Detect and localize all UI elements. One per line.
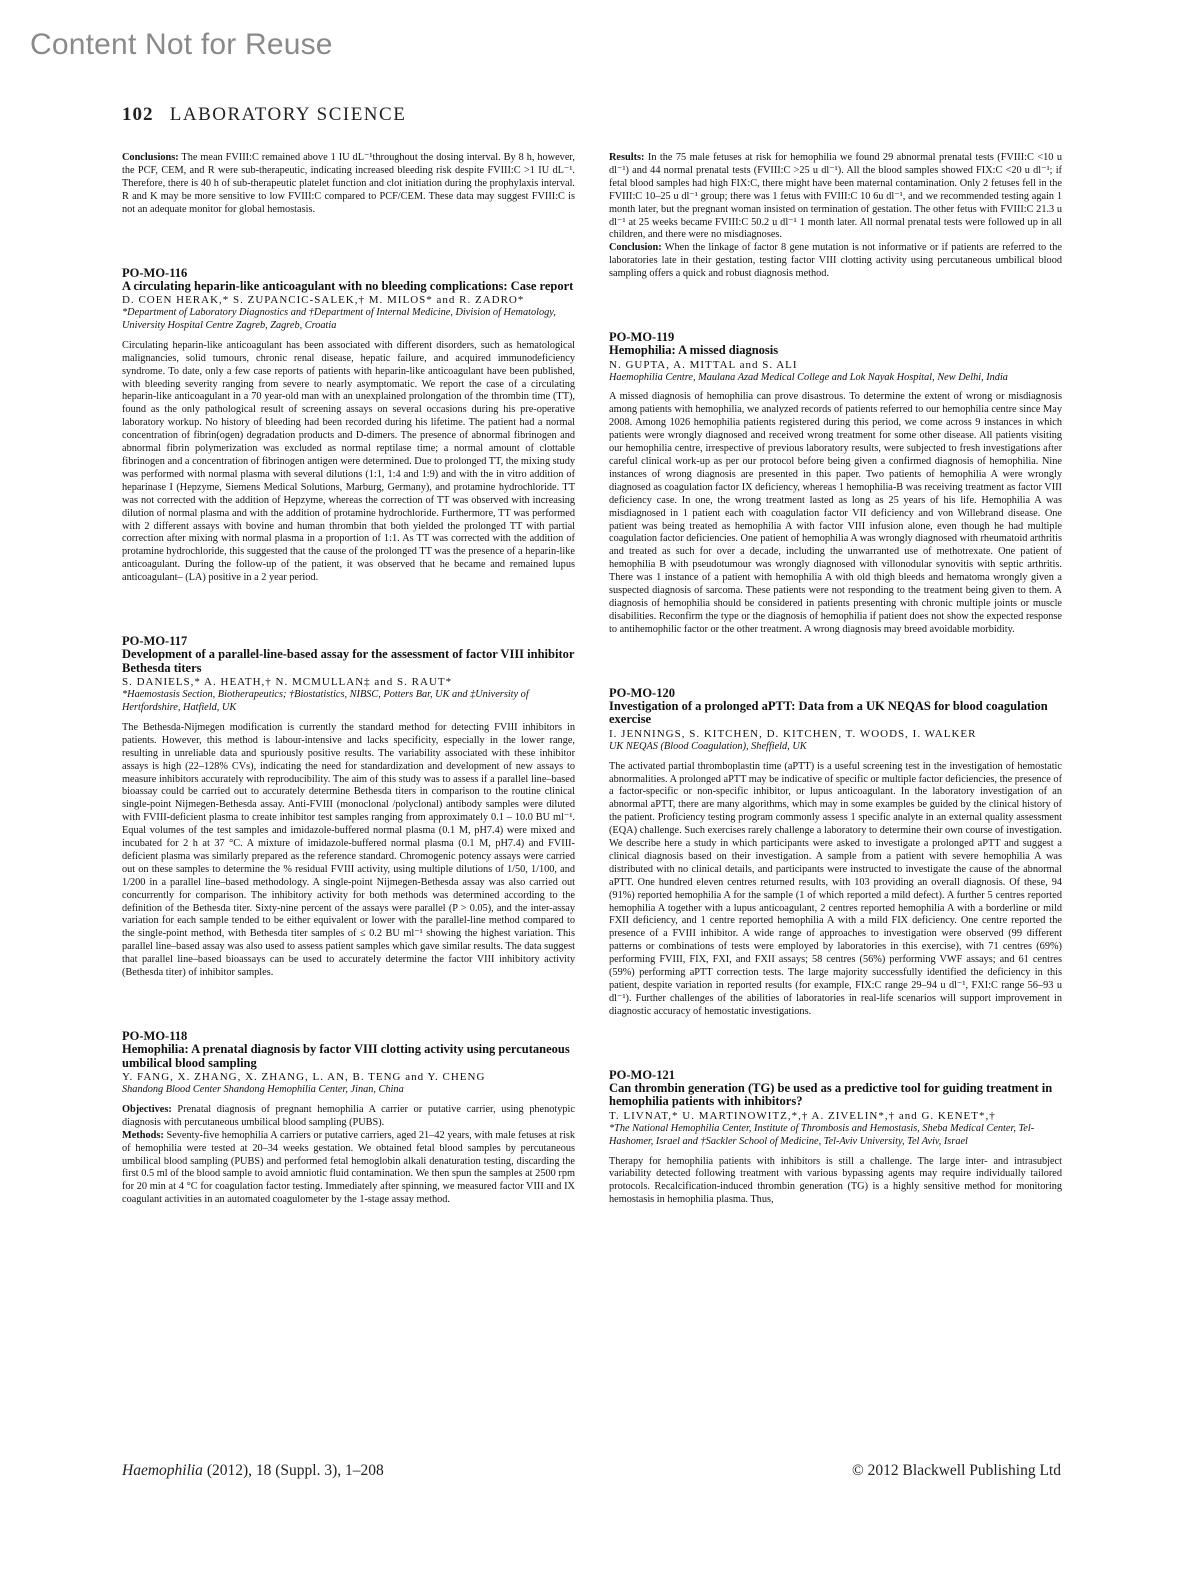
abstract-po-mo-117 (122, 634, 575, 980)
abstract-title: Can thrombin generation (TG) be used as a predictive tool for guiding treatment in hemophilia patients with inhibitors? (609, 1080, 1053, 1109)
journal-name: Haemophilia (122, 1462, 203, 1479)
abstract-paragraph (122, 152, 575, 217)
abstract-authors: I. JENNINGS, S. KITCHEN, D. KITCHEN, T. WOODS, I. WALKER (609, 727, 977, 740)
abstract-affiliation: Haemophilia Centre, Maulana Azad Medical College and Lok Nayak Hospital, New Delhi, India (609, 371, 1008, 383)
page-number: 102 (122, 104, 154, 125)
abstract-body: The Bethesda-Nijmegen modification is currently the standard method for detecting FVIII inhibitors in patients. However, this method is labour-intensive and lacks specificity, especially in the lower range, resulting in unreliable data and spuriously positive results. The variability associated with these inhibitor assays is high (22–128% CVs), indicating the need for standardization and development of new assays to measure inhibitors accurately with reproducibility. The aim of this study was to assess if a parallel line–based bioassay could be carried out to accurately determine Bethesda titers in comparison to the routine clinical single-point Nijmegen-Bethesda assay. Anti-FVIII (monoclonal /polyclonal) antibody samples were diluted with FVIII-deficient plasma to create inhibitor test samples ranging from approximately 0.1 – 10.0 BU ml⁻¹. Equal volumes of the test samples and imidazole-buffered normal plasma (0.1 M, pH7.4) were mixed and incubated for 2 h at 37 °C. A mixture of imidazole-buffered normal plasma (0.1 M, pH7.4) and FVIII-deficient plasma was similarly prepared as the reference standard. Chromogenic potency assays were carried out on these samples to determine the % residual FVIII activity, using multiple dilutions of 1/50, 1/100, and 1/200 in a parallel line–based methodology. A single-point Nijmegen-Bethesda assay was also carried out concurrently for comparison. The inhibitory activity for both methods was determined according to the definition of the Bethesda titer. Sixty-nine percent of the assays were parallel (P > 0.05), and the inter-assay variation for each sample tended to be either equivalent or lower with the parallel-line method compared to the single-point method, with Bethesda titer samples of ≤ 0.2 BU ml⁻¹ showing the highest variation. This parallel line–based assay was also used to assess patient samples which gave similar results. The data suggest that parallel line–based bioassays can be used to accurately determine the factor VIII inhibitory activity (Bethesda titer) of inhibitor samples. (122, 721, 575, 979)
conclusion-text: When the linkage of factor 8 gene mutation is not informative or if patients are referred to the laboratories late in their gestation, testing factor VIII clotting activity using percutaneous umbilical blood sampling offers a quick and robust diagnosis method. (609, 242, 1062, 280)
abstract-authors: Y. FANG, X. ZHANG, X. ZHANG, L. AN, B. TENG and Y. CHENG (122, 1071, 486, 1083)
abstract-po-mo-118-continued (609, 152, 1062, 281)
abstract-authors: T. LIVNAT,* U. MARTINOWITZ,*,† A. ZIVELIN*,† and G. KENET*,† (609, 1109, 996, 1122)
results-text: In the 75 male fetuses at risk for hemophilia we found 29 abnormal prenatal tests (FVIII:C <10 u dl⁻¹) and 44 normal prenatal tests (FVIII:C >25 u dl⁻¹). All the blood samples showed FIX:C <20 u dl⁻¹; if fetal blood samples had high FIX:C, there might have been maternal contamination. Only 2 fetuses fell in the FVIII:C 10–25 u dl⁻¹ group; there was 1 fetus with FVIII:C 10 6u dl⁻¹, and we recommended testing again 1 month later, but the pregnant woman insisted on termination of gestation. The other fetus with FVIII:C 21.3 u dl⁻¹ at 25 weeks became FVIII:C 50.2 u dl⁻¹ 1 month later. All normal prenatal tests were followed up in all children, and there were no misdiagnoses. (609, 152, 1062, 241)
conclusions-text: The mean FVIII:C remained above 1 IU dL⁻¹throughout the dosing interval. By 8 h, however, the PCF, CEM, and R were sub-therapeutic, indicating increased bleeding risk despite FVIII:C >1 IU dL⁻¹. Therefore, there is 40 h of sub-therapeutic platelet function and clot initiation during the prophylaxis interval. R and K may be more sensitive to low FVIII:C compared to PCF/CEM. These data may suggest FVIII:C is not an adequate monitor for global hemostasis. (122, 152, 575, 215)
methods-text: Seventy-five hemophilia A carriers or putative carriers, aged 21–42 years, with male fetuses at risk of hemophilia were tested at 20–34 weeks gestation. We obtained fetal blood samples by percutaneous umbilical blood sampling (PUBS) and performed fetal hemoglobin alkali denaturation testing, discarding the first 0.5 ml of the blood sample to avoid amniotic fluid contamination. We then spun the samples at 2500 rpm for 20 min at 4 °C for coagulation factor testing. Immediately after spinning, we measured factor VIII and IX coagulant activities in an automated coagulometer by the 1-stage assay method. (122, 1129, 575, 1206)
conclusions-label: Conclusions: (122, 152, 179, 163)
abstract-po-mo-119 (609, 330, 1062, 637)
abstract-affiliation: *Department of Laboratory Diagnostics and †Department of Internal Medicine, Division of Hematology, University Hospital Centre Zagreb, Zagreb, Croatia (122, 307, 556, 331)
abstract-po-mo-121 (609, 1068, 1062, 1207)
abstract-title: Hemophilia: A prenatal diagnosis by factor VIII clotting activity using percutaneous umbilical blood sampling (122, 1042, 570, 1070)
methods-label: Methods: (122, 1129, 164, 1141)
abstract-id: PO-MO-116 (122, 265, 188, 280)
abstract-results (609, 152, 1062, 242)
right-column (609, 152, 1062, 1207)
watermark: Content Not for Reuse (30, 28, 333, 61)
left-column (122, 152, 575, 1207)
abstract-po-mo-118 (122, 1029, 575, 1207)
abstract-id: PO-MO-120 (609, 685, 675, 700)
running-header (122, 104, 406, 126)
abstract-title: Hemophilia: A missed diagnosis (609, 343, 779, 358)
footer-copyright: © 2012 Blackwell Publishing Ltd (852, 1462, 1061, 1479)
results-label: Results: (609, 152, 645, 163)
objectives-text: Prenatal diagnosis of pregnant hemophilia A carrier or putative carrier, using phenotypic diagnosis with percutaneous umbilical blood sampling (PUBS). (122, 1103, 575, 1128)
abstract-title: A circulating heparin-like anticoagulant with no bleeding complications: Case report (122, 278, 574, 293)
citation-details: (2012), 18 (Suppl. 3), 1–208 (202, 1462, 384, 1479)
abstract-affiliation: *The National Hemophilia Center, Institute of Thrombosis and Hemostasis, Sheba Medical Center, Tel-Hashomer, Israel and †Sackler School of Medicine, Tel-Aviv University, Tel Aviv, Israel (609, 1122, 1035, 1147)
abstract-authors: S. DANIELS,* A. HEATH,† N. MCMULLAN‡ and S. RAUT* (122, 676, 453, 689)
abstract-conclusion (609, 242, 1062, 281)
abstract-title: Investigation of a prolonged aPTT: Data from a UK NEQAS for blood coagulation exercise (609, 698, 1048, 727)
abstract-conclusion-continued (122, 152, 575, 217)
abstract-authors: D. COEN HERAK,* S. ZUPANCIC-SALEK,† M. MILOS* and R. ZADRO* (122, 294, 525, 307)
abstract-body: Circulating heparin-like anticoagulant has been associated with different disorders, such as hematological malignancies, solid tumours, chronic renal disease, hepatic failure, and acquired immunodeficiency syndrome. To date, only a few case reports of patients with heparin-like anticoagulant have been published, with bleeding severity ranging from severe to nearly asymptomatic. We report the case of a circulating heparin-like anticoagulant in a 70 year-old man with an unexplained prolongation of the thrombin time (TT), found as the only pathological result of screening assays on several occasions during his pre-operative laboratory workup. No history of bleeding had been recorded during his lifetime. The patient had a normal concentration of fibrin(ogen) degradation products and D-dimers. The presence of abnormal fibrinogen and abnormal fibrin polymerization was excluded as normal reptilase time; a normal amount of clottable fibrinogen and a concentration of fibrinogen antigen were determined. Due to prolonged TT, the mixing study was performed with normal plasma with several dilutions (1:1, 1:4 and 1:9) and with the in vitro addition of heparinase I (Hepzyme, Siemens Medical Solutions, Marburg, Germany), and protamine hydrochloride. TT was not corrected with the addition of Hepzyme, whereas the correction of TT was observed with increasing dilution of normal plasma and with the addition of protamine hydrochloride. Furthermore, TT was performed with 2 different assays with bovine and human thrombin that both yielded the prolonged TT with partial correction after mixing with normal plasma in a proportion of 1:1. As TT was corrected with the addition of protamine hydrochloride, this suggested that the cause of the prolonged TT was the presence of a heparin-like anticoagulant. During the follow-up of the patient, it was observed that he became and remained lupus anticoagulant– (LA) positive in a 2 year period. (122, 339, 575, 584)
abstract-affiliation: *Haemostasis Section, Biotherapeutics; †Biostatistics, NIBSC, Potters Bar, UK and ‡University of Hertfordshire, Hatfield, UK (122, 689, 529, 713)
abstract-affiliation: Shandong Blood Center Shandong Hemophilia Center, Jinan, China (122, 1084, 404, 1095)
abstract-title: Development of a parallel-line-based assay for the assessment of factor VIII inhibitor Bethesda titers (122, 647, 575, 675)
abstract-authors: N. GUPTA, A. MITTAL and S. ALI (609, 358, 798, 371)
section-title: LABORATORY SCIENCE (169, 104, 407, 125)
abstract-po-mo-120 (609, 686, 1062, 1019)
conclusion-label: Conclusion: (609, 242, 662, 254)
abstract-id: PO-MO-119 (609, 330, 675, 345)
objectives-label: Objectives: (122, 1103, 172, 1115)
abstract-body: Therapy for hemophilia patients with inhibitors is still a challenge. The large inter- and intrasubject variability detected following treatment with various bypassing agents may require individually tailored protocols. Recalcification-induced thrombin generation (TG) is a highly sensitive method for monitoring hemostasis in hemophilia plasma. Thus, (609, 1155, 1062, 1206)
abstract-methods (122, 1130, 575, 1207)
abstract-body: A missed diagnosis of hemophilia can prove disastrous. To determine the extent of wrong or misdiagnosis among patients with hemophilia, we analyzed records of patients referred to our hemophilia centre since May 2008. Among 1026 hemophilia patients registered during this period, we come across 9 instances in which patients were wrongly diagnosed and received wrong treatment for some other disease. All patients visiting our hemophilia centre, irrespective of previous laboratory results, were subjected to fresh investigations after careful clinical work-up as per our protocol before being given a confirmed diagnosis of hemophilia. Nine instances of wrong diagnosis are presented in this paper. Two patients of hemophilia A were wrongly diagnosed as coagulation factor IX deficiency, whereas 1 hemophilia-B was receiving treatment as factor VIII deficiency case. In one, the wrong treatment lasted as long as 25 years of his life. Hemophilia A was misdiagnosed in 1 patient each with coagulation factor VII deficiency and von Willebrand disease. One patient was being treated as hemophilia A with factor VIII infusion alone, even though he had multiple coagulation factor deficiencies. One patient of hemophilia A was wrongly diagnosed with rheumatoid arthritis and treated as such for over a decade, including the unwarranted use of methotrexate. One patient of hemophilia B with pseudotumour was wrongly diagnosed with villonodular synovitis with septic arthritis. There was 1 instance of a patient with hemophilia A with old thigh bleeds and hematoma wrongly given a suspected diagnosis of sarcoma. These patients were not responding to the treatment being given to them. A diagnosis of hemophilia should be considered in patients presenting with chronic multiple joints or muscle disabilities. Reconfirm the type or the diagnosis of hemophilia if patient does not show the expected response to antihemophilic factor or the other treatment. A wrong diagnosis may breed avoidable morbidity. (609, 391, 1062, 635)
footer-citation (122, 1462, 384, 1480)
abstract-affiliation: UK NEQAS (Blood Coagulation), Sheffield, UK (609, 740, 807, 752)
abstract-id: PO-MO-121 (609, 1067, 675, 1082)
abstract-body: The activated partial thromboplastin time (aPTT) is a useful screening test in the investigation of hemostatic abnormalities. A prolonged aPTT may be indicative of specific or multiple factor deficiencies, the presence of a factor-specific or non-specific inhibitor, or lupus anticoagulant. In the laboratory investigation of an abnormal aPTT, there are many algorithms, which may in some examples be guided by the clinical history of the patient. Proficiency testing program commonly assess 1 specific analyte in an external quality assessment (EQA) challenge. Such exercises rarely challenge a laboratory to determine their own course of investigation. We describe here a study in which participants were asked to investigate a prolonged aPTT and suggest a clinical diagnosis based on their investigation. A sample from a patient with severe hemophilia A was distributed with no clinical details, and participants were instructed to investigate the cause of the abnormal aPTT. One hundred eleven centres returned results, with 103 providing an overall diagnosis. Of these, 94 (91%) reported hemophilia A for the sample (1 of which reported a mild defect). A further 5 centres reported hemophilia A together with a lupus anticoagulant, 2 centres reported hemophilia A with a borderline or mild FXII deficiency, and 1 centre reported hemophilia A with a mild FIX deficiency. One centre reported the presence of a FVIII inhibitor. A wide range of approaches to investigation were observed (99 different patterns or combinations of tests were employed by laboratories in this exercise), with 71 centres (69%) performing FVIII, FIX, FXI, and FXII assays; 58 centres (56%) performing VWF assays; and 61 centres (59%) performing aPTT correction tests. The large majority successfully identified the deficiency in this patient, despite variation in reported results (for example, FIX:C range 29–94 u dl⁻¹, FXI:C range 56–93 u dl⁻¹). Further challenges of the abilities of laboratories in real-life scenarios will support improvement in diagnostic accuracy of hemostatic investigations. (609, 760, 1062, 1017)
abstract-po-mo-116 (122, 266, 575, 586)
abstract-id: PO-MO-118 (122, 1029, 188, 1043)
abstract-id: PO-MO-117 (122, 634, 188, 649)
abstract-objectives (122, 1104, 575, 1130)
